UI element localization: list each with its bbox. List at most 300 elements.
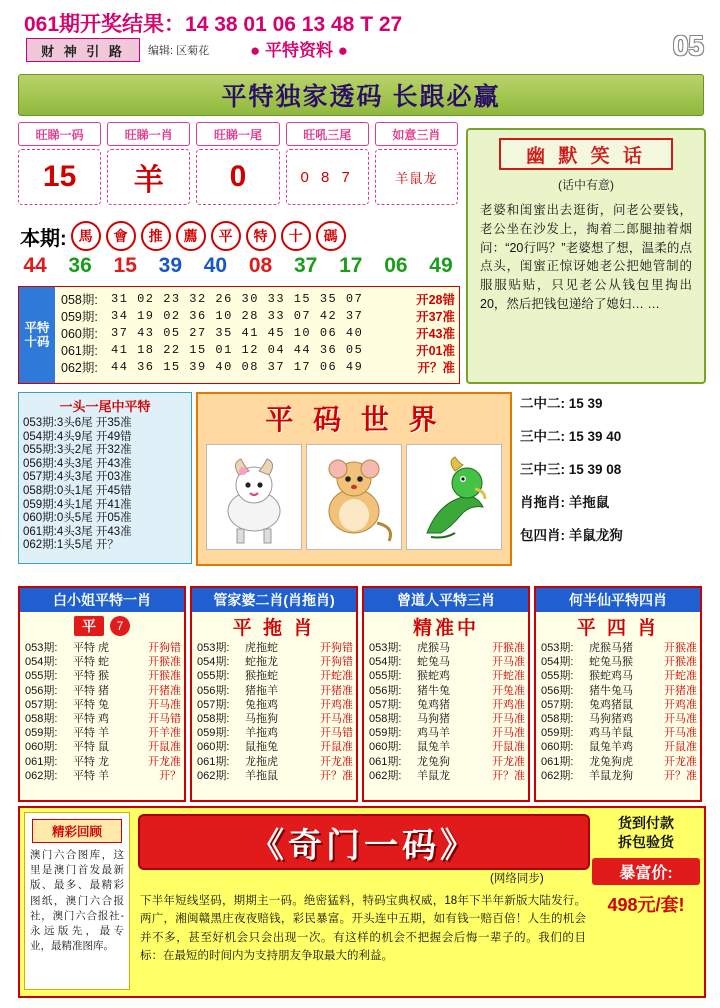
row-period: 058期: — [61, 292, 98, 307]
price-value: 498元/套! — [607, 895, 685, 915]
list-item — [541, 684, 697, 698]
pick-head-1: 旺睇一肖 — [107, 122, 190, 146]
row-value: 羊鼠龙 — [417, 769, 450, 782]
row-result: 开马错 — [148, 713, 181, 726]
tip-row-0: 二中二: 15 39 — [520, 396, 603, 411]
ad-price-box — [592, 814, 700, 990]
list-item — [25, 769, 181, 783]
row-period: 053期: — [369, 642, 402, 654]
row-result: 开01准 — [416, 343, 455, 358]
benqi-number-3: 39 — [158, 254, 182, 277]
list-item — [25, 712, 181, 726]
list-item — [25, 698, 181, 712]
row-period: 054期: — [25, 656, 58, 669]
table-row — [61, 341, 455, 358]
row-value: 马狗猪鸡 — [589, 713, 633, 726]
pingma-world-images — [198, 444, 510, 550]
row-result: 开？准 — [492, 769, 525, 782]
row-period: 060期: — [369, 741, 402, 754]
row-value: 龙兔狗虎 — [589, 755, 633, 768]
row-period: 057期: — [25, 698, 58, 711]
tip-row-2: 三中三: 15 39 08 — [520, 462, 622, 477]
row-result: 开马准 — [664, 727, 697, 740]
list-item — [541, 669, 697, 683]
publisher-box — [26, 38, 140, 62]
benqi-number-7: 17 — [339, 254, 363, 277]
row-result: 开28错 — [416, 292, 455, 307]
column-list — [364, 640, 528, 783]
row-result: 开马准 — [492, 656, 525, 669]
column-title: 白小姐平特一肖 — [53, 592, 151, 608]
row-result: 开37准 — [416, 309, 455, 324]
picks-value-row — [18, 149, 458, 205]
benqi-number-4: 40 — [203, 254, 228, 277]
list-item: 053期:3头6尾 开35准 — [23, 417, 132, 429]
row-result: 开马准 — [664, 713, 697, 726]
benqi-number-5: 08 — [248, 254, 273, 277]
price-label: 暴富价: — [592, 858, 700, 885]
pick-head-4: 如意三肖 — [375, 122, 458, 146]
list-item — [369, 698, 525, 712]
pick-value-1: 羊 — [133, 164, 164, 197]
list-item — [541, 655, 697, 669]
row-result: 开？准 — [417, 360, 455, 375]
row-result: 开狗错 — [320, 656, 353, 669]
column-subtitle-text: 平 拖 肖 — [232, 617, 316, 639]
benqi-numbers-row — [18, 252, 458, 280]
benqi-row — [20, 218, 460, 254]
pick-cell-0 — [18, 149, 101, 205]
row-value: 虎猴马猪 — [589, 642, 633, 654]
row-period: 058期: — [197, 713, 230, 726]
row-result: 开？ — [159, 769, 181, 782]
benqi-circle-7: 碼 — [316, 221, 346, 251]
row-period: 060期: — [197, 741, 230, 754]
row-value: 猪牛兔马 — [589, 684, 633, 697]
row-value: 蛇兔马猴 — [589, 656, 633, 669]
list-item — [541, 712, 697, 726]
row-result: 开鼠准 — [148, 741, 181, 754]
row-period: 054期: — [197, 656, 230, 669]
table-row — [61, 290, 455, 307]
pingte-ten-code-side-label — [19, 287, 55, 383]
row-value: 猪拖羊 — [245, 684, 278, 697]
pick-cell-1 — [107, 149, 190, 205]
list-item — [369, 740, 525, 754]
row-value: 平特 蛇 — [73, 656, 110, 669]
row-value: 平特 鼠 — [73, 741, 110, 754]
cod-line-2: 拆包验货 — [618, 834, 674, 850]
row-value: 鸡马羊 — [417, 727, 450, 740]
column-subtitle-text: 精准中 — [412, 617, 479, 639]
row-value: 平特 猴 — [73, 670, 110, 683]
benqi-number-2: 15 — [113, 254, 137, 277]
list-item — [369, 641, 525, 655]
joke-panel — [466, 128, 706, 384]
ad-banner-text: 《奇门一码》 — [250, 826, 478, 865]
row-value: 平特 羊 — [73, 769, 110, 782]
row-period: 056期: — [25, 684, 58, 697]
list-item — [197, 641, 353, 655]
row-value: 鼠兔羊 — [417, 741, 450, 754]
list-item: 059期:4头1尾 开41准 — [23, 498, 132, 511]
row-period: 061期: — [25, 755, 58, 768]
list-item — [25, 669, 181, 683]
row-period: 061期: — [369, 755, 402, 768]
benqi-circle-5: 特 — [246, 221, 276, 251]
list-item: 062期:1头5尾 开？ — [23, 539, 119, 552]
benqi-circle-0: 馬 — [71, 221, 101, 251]
benqi-number-6: 37 — [293, 254, 318, 277]
main-title-bar — [18, 74, 704, 116]
row-value: 羊拖鼠 — [245, 769, 278, 782]
list-item — [369, 726, 525, 740]
row-period: 059期: — [197, 727, 230, 740]
row-value: 鼠拖兔 — [245, 741, 278, 754]
benqi-circle-4: 平 — [211, 221, 241, 251]
list-item: 057期:4头3尾 开03准 — [23, 471, 132, 484]
head-tail-panel — [18, 392, 192, 564]
pick-head-2: 旺睇一尾 — [196, 122, 279, 146]
row-result: 开鼠准 — [664, 741, 697, 754]
row-result: 开猪准 — [320, 684, 353, 697]
row-result: 开猪准 — [148, 684, 181, 697]
row-result: 开鸡准 — [664, 698, 697, 711]
list-item: 060期:0头5尾 开05准 — [23, 512, 132, 525]
row-result: 开龙准 — [148, 755, 181, 768]
list-item — [197, 698, 353, 712]
row-result: 开狗错 — [148, 642, 181, 654]
row-period: 061期: — [61, 343, 98, 358]
table-row — [61, 324, 455, 341]
row-result: 开猪准 — [664, 684, 697, 697]
list-item — [541, 698, 697, 712]
goat-illustration — [206, 444, 302, 550]
list-item: 055期:3头2尾 开32准 — [23, 444, 132, 457]
ad-network-note: (网络同步) — [490, 873, 544, 885]
list-item — [197, 669, 353, 683]
picks-header-row — [18, 122, 458, 146]
row-value: 蛇拖龙 — [245, 656, 278, 669]
list-item — [25, 726, 181, 740]
benqi-circle-1: 會 — [106, 221, 136, 251]
column-list — [536, 640, 700, 783]
list-item — [25, 655, 181, 669]
row-result: 开龙准 — [320, 755, 353, 768]
pingma-world-panel — [196, 392, 512, 566]
pick-cell-3 — [286, 149, 369, 205]
row-period: 055期: — [541, 670, 574, 683]
row-period: 060期: — [61, 326, 98, 341]
benqi-number-0: 44 — [23, 254, 47, 277]
row-data: 31 02 23 32 26 30 33 15 35 07 — [111, 291, 364, 306]
list-item — [25, 641, 181, 655]
issue-number: 05 — [672, 30, 704, 61]
row-result: 开鸡准 — [320, 698, 353, 711]
list-item: 054期:4头9尾 开49错 — [23, 430, 132, 443]
row-period: 057期: — [541, 698, 574, 711]
pick-head-0: 旺睇一码 — [18, 122, 101, 146]
publisher-label: 财 神 引 路 — [41, 43, 125, 59]
pingte-ten-code-side-text: 平特十码 — [24, 320, 50, 349]
list-item — [369, 684, 525, 698]
row-result: 开猴准 — [664, 642, 697, 654]
row-value: 羊拖鸡 — [245, 727, 278, 740]
row-period: 059期: — [61, 309, 98, 324]
tip-row-4: 包四肖: 羊鼠龙狗 — [520, 528, 623, 543]
pick-value-4: 羊鼠龙 — [395, 170, 438, 186]
column-title: 曾道人平特三肖 — [397, 592, 495, 608]
row-value: 龙拖虎 — [245, 755, 278, 768]
table-row — [61, 358, 455, 375]
count-badge: 7 — [110, 616, 130, 636]
dragon-icon — [407, 445, 501, 549]
list-item — [197, 755, 353, 769]
pick-head-3: 旺吼三尾 — [286, 122, 369, 146]
row-value: 猴拖蛇 — [245, 670, 278, 683]
ad-body-text: 下半年短线坚码，期期主一码。绝密猛料，特码宝典权威，18年下半年新版大陆发行。两广，湘闽赣黑庄夜夜赔钱，彩民暴富。开头连中五期，如有钱一赔百倍！人生的机会并不多，甚至好机会只会出现一次。有这样的机会不把握会后悔一辈子的。我们的目标：在最短的时间内为支持朋友争取最大的利益。 — [140, 895, 586, 963]
row-value: 虎拖蛇 — [245, 642, 278, 654]
column-title: 管家婆二肖(肖拖肖) — [213, 592, 335, 608]
picks-section — [18, 122, 458, 205]
row-period: 056期: — [541, 684, 574, 697]
row-result: 开龙准 — [664, 755, 697, 768]
row-result: 开？准 — [320, 769, 353, 782]
row-period: 061期: — [197, 755, 230, 768]
benqi-number-1: 36 — [68, 254, 92, 277]
benqi-label: 本期: — [20, 227, 67, 250]
list-item — [369, 755, 525, 769]
row-result: 开？准 — [664, 769, 697, 782]
row-period: 062期: — [369, 769, 402, 782]
column-zengdaoren — [362, 586, 530, 802]
column-subtitle — [364, 612, 528, 640]
list-item — [25, 740, 181, 754]
row-period: 059期: — [369, 727, 402, 740]
joke-title-box — [499, 138, 673, 170]
column-hebanxian — [534, 586, 702, 802]
row-result: 开鼠准 — [320, 741, 353, 754]
column-header — [536, 588, 700, 612]
list-item — [541, 755, 697, 769]
list-item — [541, 740, 697, 754]
row-result: 开蛇准 — [664, 670, 697, 683]
goat-icon — [207, 445, 301, 549]
row-value: 平特 羊 — [73, 727, 110, 740]
pick-value-2: 0 — [229, 160, 247, 193]
list-item — [197, 740, 353, 754]
row-value: 平特 龙 — [73, 755, 110, 768]
list-item — [369, 712, 525, 726]
row-value: 兔拖鸡 — [245, 698, 278, 711]
row-period: 056期: — [369, 684, 402, 697]
row-value: 龙兔狗 — [417, 755, 450, 768]
row-result: 开43准 — [416, 326, 455, 341]
row-period: 061期: — [541, 755, 574, 768]
row-period: 053期: — [25, 642, 58, 654]
column-list — [20, 640, 184, 783]
list-item — [369, 669, 525, 683]
row-result: 开狗错 — [320, 642, 353, 654]
row-period: 057期: — [369, 698, 402, 711]
row-value: 鸡马羊鼠 — [589, 727, 633, 740]
editor-label: 编辑: 区菊花 — [148, 45, 210, 57]
list-item — [541, 769, 697, 783]
page-header — [0, 0, 720, 70]
row-result: 开猴准 — [664, 656, 697, 669]
row-result: 开羊准 — [148, 727, 181, 740]
row-value: 鼠兔羊鸡 — [589, 741, 633, 754]
column-subtitle — [192, 612, 356, 640]
list-item — [25, 684, 181, 698]
row-period: 059期: — [25, 727, 58, 740]
row-period: 055期: — [197, 670, 230, 683]
row-period: 058期: — [369, 713, 402, 726]
ad-banner — [138, 814, 586, 866]
list-item: 058期:0头1尾 开45错 — [23, 484, 132, 497]
pick-cell-4 — [375, 149, 458, 205]
list-item — [369, 769, 525, 783]
joke-title-text: 幽 默 笑 话 — [526, 145, 646, 167]
row-result: 开猴准 — [148, 656, 181, 669]
row-result: 开猴准 — [492, 642, 525, 654]
row-period: 062期: — [541, 769, 574, 782]
row-result: 开马准 — [148, 698, 181, 711]
row-data: 41 18 22 15 01 12 04 44 36 05 — [111, 342, 364, 357]
row-period: 062期: — [25, 769, 58, 782]
row-value: 蛇兔马 — [417, 656, 450, 669]
row-period: 058期: — [25, 713, 58, 726]
table-row — [61, 307, 455, 324]
column-header — [20, 588, 184, 612]
bottom-ad-panel — [18, 806, 706, 998]
column-list — [192, 640, 356, 783]
column-header — [192, 588, 356, 612]
row-result: 开马准 — [492, 727, 525, 740]
row-value: 马拖狗 — [245, 713, 278, 726]
row-period: 054期: — [541, 656, 574, 669]
row-period: 062期: — [61, 360, 98, 375]
row-value: 平特 兔 — [73, 698, 110, 711]
list-item: 061期:4头3尾 开43准 — [23, 525, 132, 538]
row-period: 056期: — [197, 684, 230, 697]
row-result: 开马准 — [320, 713, 353, 726]
row-result: 开蛇准 — [492, 670, 525, 683]
joke-subtitle: (话中有意) — [558, 178, 614, 192]
list-item — [541, 726, 697, 740]
list-item — [25, 755, 181, 769]
row-value: 猴蛇鸡 — [417, 670, 450, 683]
row-result: 开鸡准 — [492, 698, 525, 711]
row-period: 058期: — [541, 713, 574, 726]
list-item — [197, 769, 353, 783]
row-period: 053期: — [541, 642, 574, 654]
column-subtitle — [536, 612, 700, 640]
list-item: 056期:4头3尾 开43准 — [23, 457, 132, 470]
combination-tips-panel — [516, 392, 702, 562]
column-baixiaojie — [18, 586, 186, 802]
row-value: 兔鸡猪鼠 — [589, 698, 633, 711]
dragon-illustration — [406, 444, 502, 550]
column-header — [364, 588, 528, 612]
benqi-number-8: 06 — [384, 254, 408, 277]
pick-value-0: 15 — [42, 160, 77, 193]
list-item — [541, 641, 697, 655]
row-value: 兔鸡猪 — [417, 698, 450, 711]
row-data: 34 19 02 36 10 28 33 07 42 37 — [111, 308, 364, 323]
row-value: 猴蛇鸡马 — [589, 670, 633, 683]
column-title: 何半仙平特四肖 — [569, 592, 667, 608]
row-period: 054期: — [369, 656, 402, 669]
head-tail-list — [19, 417, 191, 553]
row-period: 062期: — [197, 769, 230, 782]
list-item — [197, 655, 353, 669]
row-value: 马狗猪 — [417, 713, 450, 726]
row-value: 平特 虎 — [73, 642, 110, 654]
row-result: 开蛇准 — [320, 670, 353, 683]
row-period: 053期: — [197, 642, 230, 654]
ping-badge: 平 — [74, 616, 104, 636]
row-result: 开马准 — [492, 713, 525, 726]
pick-cell-2 — [196, 149, 279, 205]
rat-illustration — [306, 444, 402, 550]
head-tail-title: 一头一尾中平特 — [59, 399, 151, 414]
cod-line-1: 货到付款 — [618, 815, 674, 831]
pingma-world-title: 平 码 世 界 — [265, 404, 443, 435]
column-subtitle-text: 平 四 肖 — [576, 617, 660, 639]
row-period: 055期: — [25, 670, 58, 683]
row-period: 057期: — [197, 698, 230, 711]
row-period: 060期: — [541, 741, 574, 754]
column-guanjiapo — [190, 586, 358, 802]
row-result: 开龙准 — [492, 755, 525, 768]
row-value: 平特 猪 — [73, 684, 110, 697]
tip-row-3: 肖拖肖: 羊拖鼠 — [520, 495, 610, 510]
review-body: 澳门六合图库，这里是澳门首发最新版、最多、最精彩图纸，澳门六合报社，澳门六合报社-永远版先，最专业，最精准图库。 — [30, 849, 124, 953]
list-item — [197, 712, 353, 726]
row-value: 猪牛兔 — [417, 684, 450, 697]
pingte-ten-code-table — [18, 286, 460, 384]
ad-banner-shape — [138, 814, 590, 870]
row-value: 虎猴马 — [417, 642, 450, 654]
row-value: 平特 鸡 — [73, 713, 110, 726]
list-item — [197, 726, 353, 740]
draw-result-line: 061期开奖结果：14 38 01 06 13 48 T 27 — [24, 13, 403, 36]
tip-row-1: 三中二: 15 39 40 — [520, 429, 622, 444]
row-data: 44 36 15 39 40 08 37 17 06 49 — [111, 359, 364, 374]
benqi-circle-3: 薦 — [176, 221, 206, 251]
pick-value-3: 0 8 7 — [300, 168, 354, 186]
benqi-circle-6: 十 — [281, 221, 311, 251]
row-result: 开猴准 — [148, 670, 181, 683]
row-period: 059期: — [541, 727, 574, 740]
row-period: 060期: — [25, 741, 58, 754]
review-box — [24, 812, 130, 990]
row-data: 37 43 05 27 35 41 45 10 06 40 — [111, 325, 364, 340]
joke-body: 老婆和闺蜜出去逛街，问老公要钱，老公坐在沙发上，掏着二郎腿抽着烟问：“20行吗？”老婆想了想，温柔的点点头，闺蜜正惊讶她老公把她管制的服服贴贴，只见老公从钱包里掏出20，然后把钱包递给了媳妇… … — [480, 203, 692, 311]
row-result: 开鼠准 — [492, 741, 525, 754]
list-item — [197, 684, 353, 698]
pingte-ten-code-body — [55, 287, 459, 383]
benqi-circle-2: 推 — [141, 221, 171, 251]
row-value: 羊鼠龙狗 — [589, 769, 633, 782]
review-title: 精彩回顾 — [32, 819, 122, 843]
row-result: 开兔准 — [492, 684, 525, 697]
header-center-title: ● 平特资料 ● — [250, 41, 348, 60]
column-subtitle — [20, 612, 184, 640]
row-result: 开马错 — [320, 727, 353, 740]
benqi-number-9: 49 — [429, 254, 453, 277]
